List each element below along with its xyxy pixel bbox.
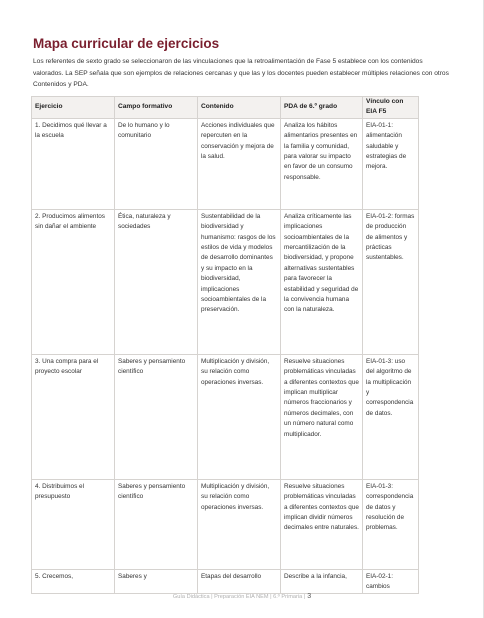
table-cell: Multiplicación y división, su relación como operaciones inversas. [198, 479, 281, 569]
table-row [32, 479, 419, 569]
table-cell: Sustentabilidad de la biodiversidad y humanismo: rasgos de los estilos de vida y modelos de desarrollo dominantes y su impacto en la biodiversidad, implicaciones socioambientales de la preservación. [198, 209, 281, 354]
table-cell: EIA-02-1: cambios [363, 569, 419, 593]
table-cell: 1. Decidimos qué llevar a la escuela [32, 118, 115, 209]
table-cell: 4. Distribuimos el presupuesto [32, 479, 115, 569]
table-cell: 5. Crecemos, [32, 569, 115, 593]
table-cell: Resuelve situaciones problemáticas vinculadas a diferentes contextos que implican multiplicar números fraccionarios y números decimales, con un número natural como multiplicador. [281, 354, 363, 479]
header-campo-formativo: Campo formativo [115, 97, 198, 119]
table-cell: Acciones individuales que repercuten en la conservación y mejora de la salud. [198, 118, 281, 209]
table-cell: Saberes y pensamiento científico [115, 354, 198, 479]
page-title: Mapa curricular de ejercicios [33, 36, 220, 51]
curriculum-table [31, 96, 419, 594]
table-cell: Analiza críticamente las implicaciones socioambientales de la mercantilización de la biodiversidad, y propone alternativas sustentables para favorecer la estabilidad y seguridad de la convivencia humana con la naturaleza. [281, 209, 363, 354]
table-cell: Describe a la infancia, [281, 569, 363, 593]
table-row [32, 209, 419, 354]
table-cell: Saberes y [115, 569, 198, 593]
header-ejercicio: Ejercicio [32, 97, 115, 119]
table-header-row [32, 97, 419, 119]
table-cell: Resuelve situaciones problemáticas vinculadas a diferentes contextos que implican dividir números decimales entre naturales. [281, 479, 363, 569]
table-cell: 3. Una compra para el proyecto escolar [32, 354, 115, 479]
header-vinculo: Vínculo con EIA F5 [363, 97, 419, 119]
table-cell: EIA-01-2: formas de producción de alimentos y prácticas sustentables. [363, 209, 419, 354]
table-cell: EIA-01-1: alimentación saludable y estrategias de mejora. [363, 118, 419, 209]
header-contenido: Contenido [198, 97, 281, 119]
page-number: 3 [307, 593, 312, 600]
table-cell: Analiza los hábitos alimentarios presentes en la familia y comunidad, para valorar su impacto en favor de un consumo responsable. [281, 118, 363, 209]
table-cell: 2. Producimos alimentos sin dañar el ambiente [32, 209, 115, 354]
table-row [32, 569, 419, 593]
table-cell: De lo humano y lo comunitario [115, 118, 198, 209]
header-pda: PDA de 6.º grado [281, 97, 363, 119]
footer-text: Guía Didáctica | Preparación EIA NEM | 6.º Primaria | [172, 594, 306, 600]
table-cell: Etapas del desarrollo [198, 569, 281, 593]
intro-paragraph: Los referentes de sexto grado se seleccionaron de las vinculaciones que la retroalimentación de Fase 5 establece con los contenidos valorados. La SEP señala que son ejemplos de relaciones cercanas y que las y los docentes pueden establecer múltiples relaciones con otros Contenidos y PDA. [33, 58, 449, 88]
table-row [32, 118, 419, 209]
table-cell: Saberes y pensamiento científico [115, 479, 198, 569]
table-row [32, 354, 419, 479]
table-cell: Multiplicación y división, su relación como operaciones inversas. [198, 354, 281, 479]
table-cell: EIA-01-3: correspondencia de datos y resolución de problemas. [363, 479, 419, 569]
table-cell: Ética, naturaleza y sociedades [115, 209, 198, 354]
table-cell: EIA-01-3: uso del algoritmo de la multiplicación y correspondencia de datos. [363, 354, 419, 479]
page-footer [0, 593, 484, 600]
